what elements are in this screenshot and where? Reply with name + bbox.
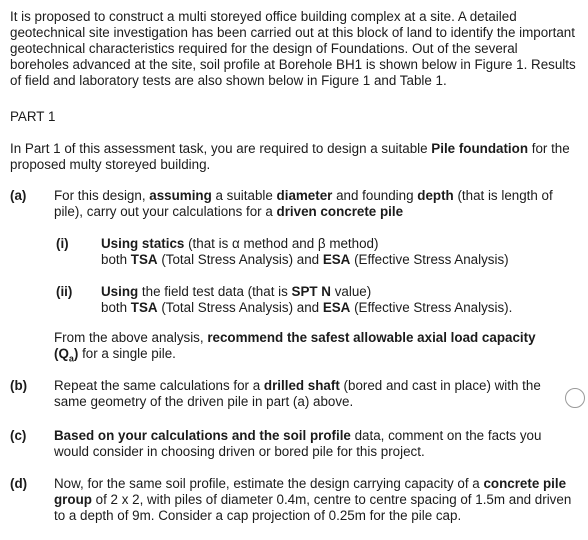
item-a-i-text: Using statics (that is α method and β method) both TSA (Total Stress Analysis) and ESA (Effective Stress Analysis) [101, 236, 509, 267]
item-a-i-label: (i) [56, 236, 69, 251]
item-a-label: (a) [10, 188, 27, 203]
part1-paragraph: In Part 1 of this assessment task, you are required to design a suitable Pile foundation for the proposed multy storeyed building. [10, 141, 570, 172]
item-c-label: (c) [10, 428, 27, 443]
item-a-ii-label: (ii) [56, 284, 73, 299]
radio-circle[interactable] [565, 388, 585, 408]
intro-paragraph: It is proposed to construct a multi storeyed office building complex at a site. A detailed geotechnical site investigation has been carried out at this block of land to identify the important geotechnical characteristics required for the design of Foundations. Out of the several boreholes advanced at the site, soil profile at Borehole BH1 is shown below in Figure 1. Results of field and laboratory tests are also shown below in Figure 1 and Table 1. [10, 9, 576, 88]
item-c-text: Based on your calculations and the soil profile data, comment on the facts you would consider in choosing driven or bored pile for this project. [54, 428, 542, 459]
part-heading: PART 1 [10, 109, 56, 124]
item-b-text: Repeat the same calculations for a drilled shaft (bored and cast in place) with the same geometry of the driven pile in part (a) above. [54, 378, 541, 409]
item-d-label: (d) [10, 476, 28, 491]
item-a-recommend: From the above analysis, recommend the safest allowable axial load capacity $(Q_a)$ for a single pile. [54, 330, 536, 364]
item-a-ii-text: Using the field test data (that is SPT N value) both TSA (Total Stress Analysis) and ESA (Effective Stress Analysis). [101, 284, 513, 315]
item-b-label: (b) [10, 378, 28, 393]
item-a-text: For this design, assuming a suitable diameter and founding depth (that is length of pile), carry out your calculations for a driven concrete pile [54, 188, 553, 219]
item-d-text: Now, for the same soil profile, estimate the design carrying capacity of a concrete pile group of 2 x 2, with piles of diameter 0.4m, centre to centre spacing of 1.5m and driven to a depth of 9m. Consider a cap projection of 0.25m for the pile cap. [54, 476, 572, 523]
